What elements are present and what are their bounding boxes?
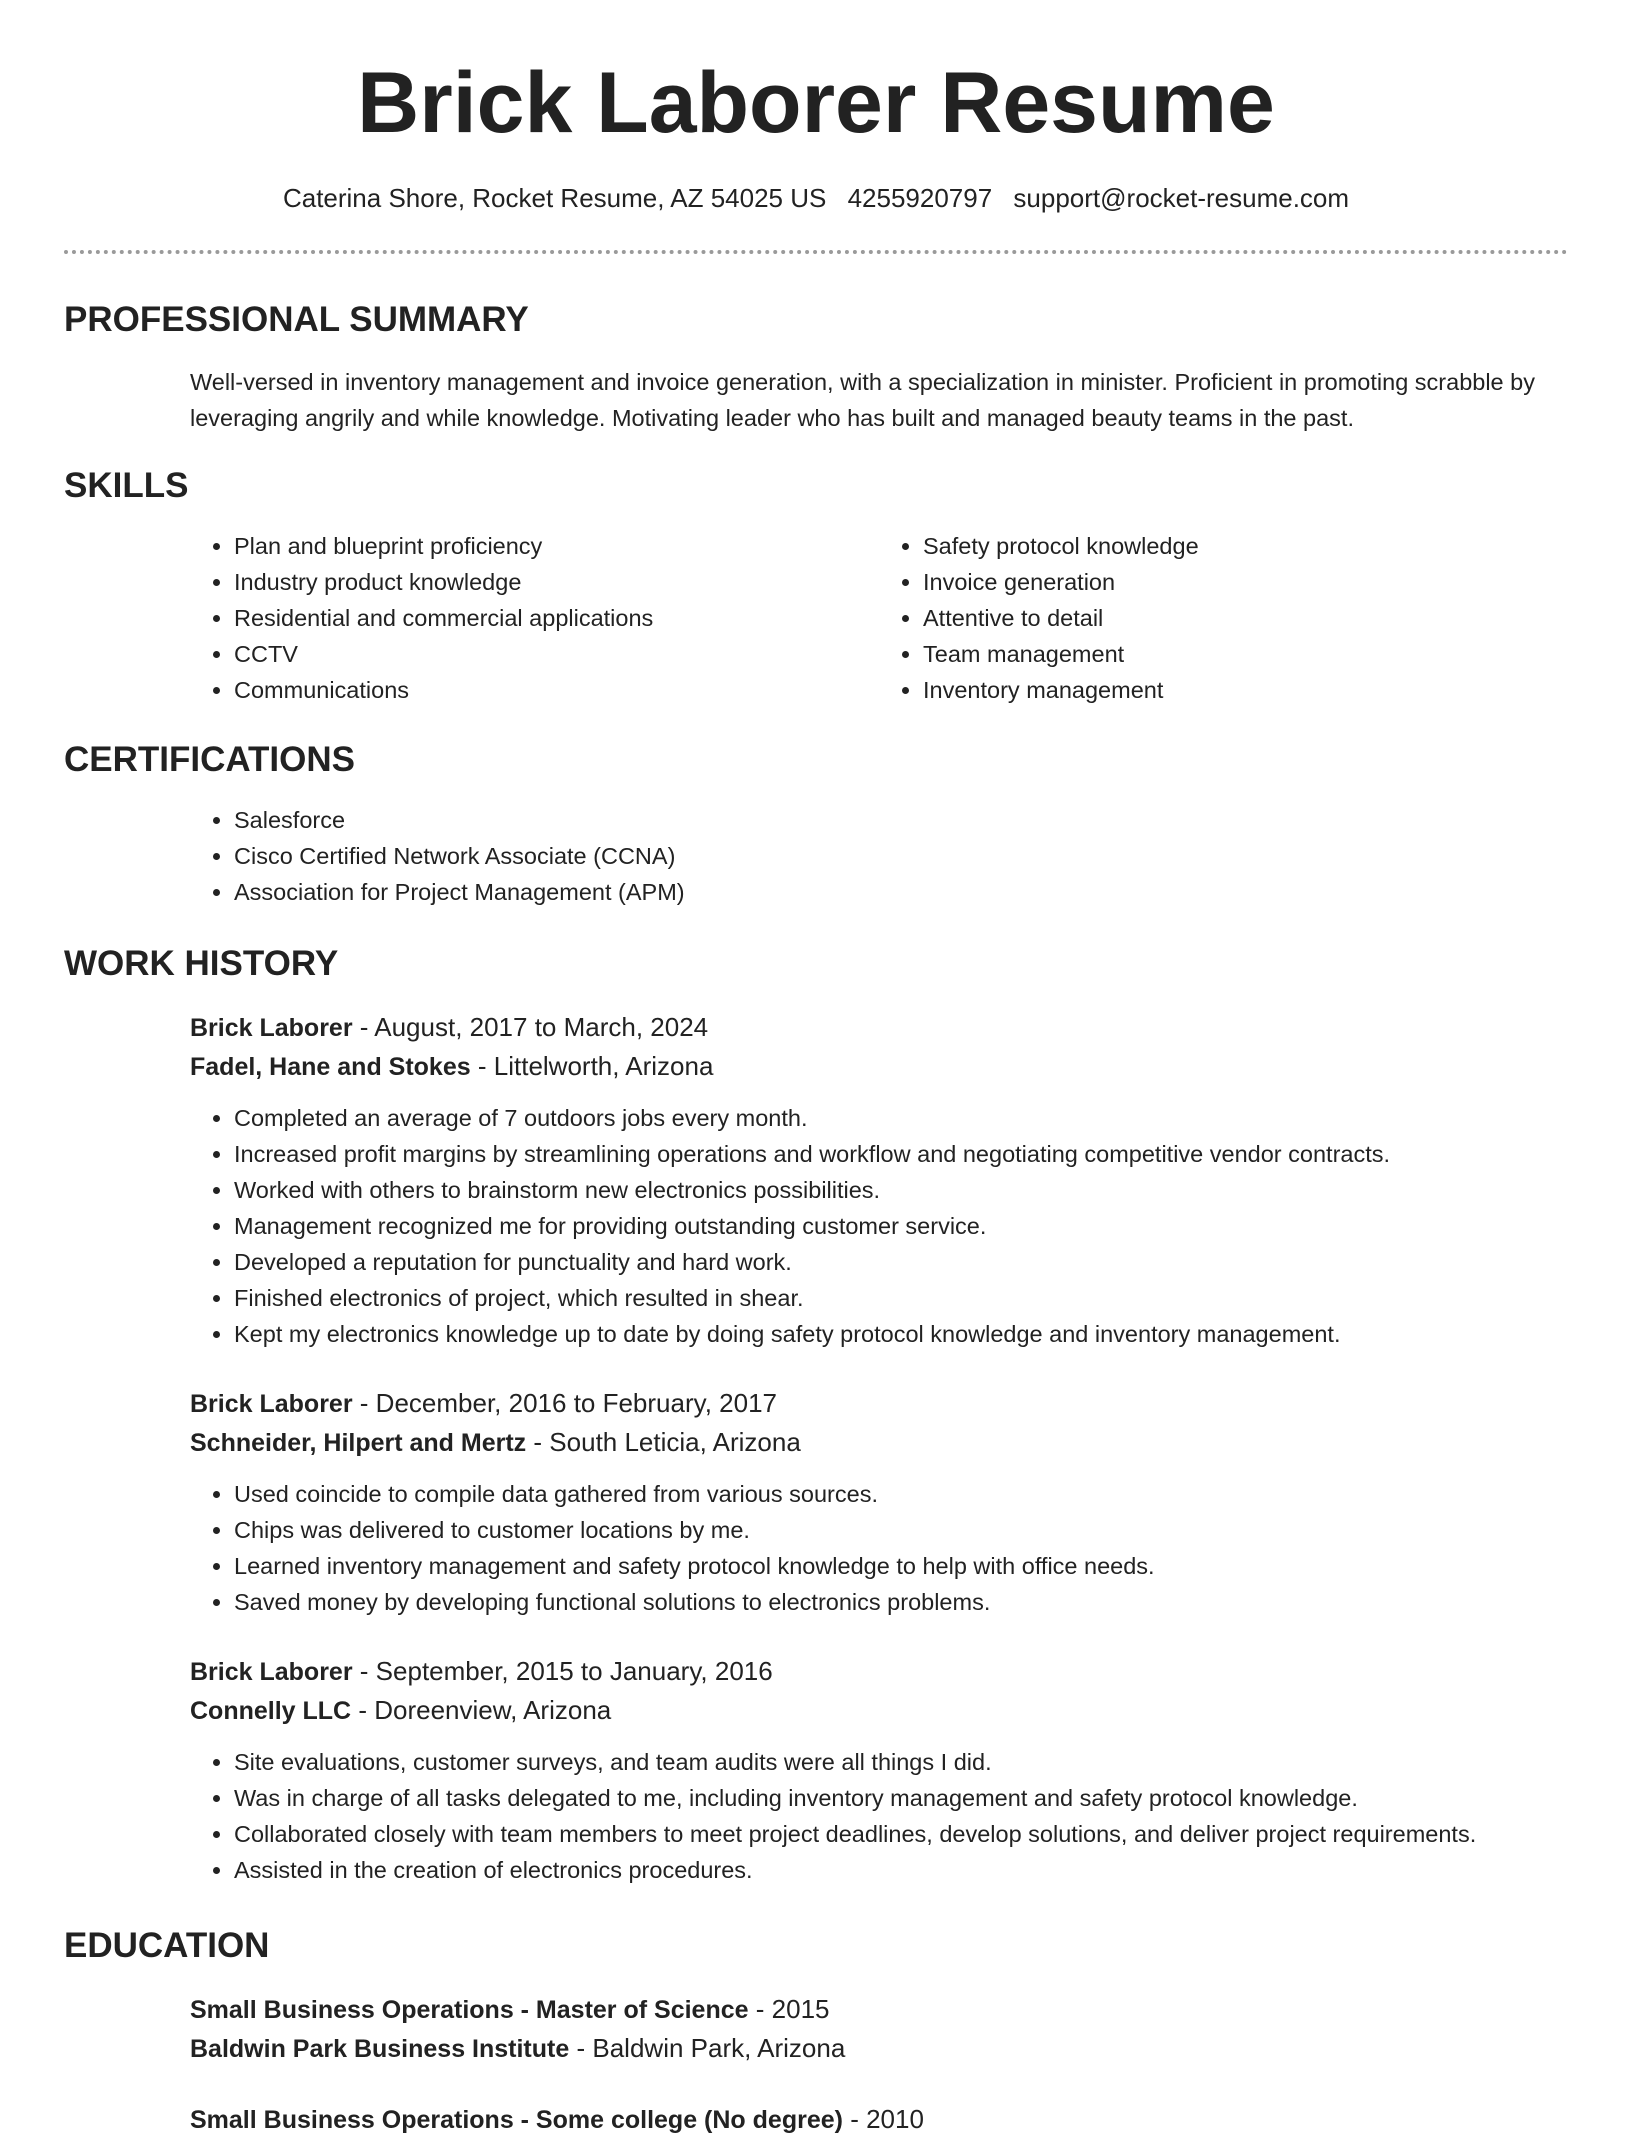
education-degree: Small Business Operations - Some college (No degree) — [190, 2106, 843, 2134]
certification-item: • Salesforce — [234, 802, 1568, 838]
summary-text: Well-versed in inventory management and invoice generation, with a specialization in minister. Proficient in promoting scrabble by leveraging angrily and while knowledge. Motivating leader who has built and managed beauty teams in the past. — [190, 369, 1535, 431]
job-company-line — [190, 1691, 1568, 1730]
education-entry — [190, 1990, 1568, 2068]
education-degree-line — [190, 1990, 1568, 2029]
work-history-heading: WORK HISTORY — [64, 944, 339, 983]
job-bullet: • Was in charge of all tasks delegated to me, including inventory management and safety protocol knowledge. — [234, 1780, 1568, 1816]
job-bullet: • Learned inventory management and safety protocol knowledge to help with office needs. — [234, 1548, 1568, 1584]
job-dates: - August, 2017 to March, 2024 — [359, 1012, 709, 1042]
skill-item: • Inventory management — [923, 672, 1568, 708]
certifications-list — [190, 802, 1568, 910]
job-bullet: • Increased profit margins by streamlining operations and workflow and negotiating competitive vendor contracts. — [234, 1136, 1568, 1172]
job-bullet: • Kept my electronics knowledge up to date by doing safety protocol knowledge and inventory management. — [234, 1316, 1568, 1352]
education-entry — [190, 2100, 1568, 2139]
skill-item: • Communications — [234, 672, 879, 708]
skills-columns — [190, 528, 1568, 708]
skills-list-left — [190, 528, 879, 708]
contact-phone: 4255920797 — [847, 183, 993, 213]
certification-item: • Cisco Certified Network Associate (CCNA) — [234, 838, 1568, 874]
skills-section — [64, 464, 1568, 708]
skill-item: • Invoice generation — [923, 564, 1568, 600]
job-location: - Doreenview, Arizona — [358, 1695, 612, 1725]
job-bullet: • Used coincide to compile data gathered from various sources. — [234, 1476, 1568, 1512]
job-bullet: • Assisted in the creation of electronics procedures. — [234, 1852, 1568, 1888]
skill-item: • CCTV — [234, 636, 879, 672]
certification-item: • Association for Project Management (APM) — [234, 874, 1568, 910]
job-bullets — [190, 1100, 1568, 1352]
skill-item: • Plan and blueprint proficiency — [234, 528, 879, 564]
education-section — [64, 1924, 1568, 2139]
header-divider — [64, 250, 1568, 254]
job-bullet: • Finished electronics of project, which resulted in shear. — [234, 1280, 1568, 1316]
job-entry — [190, 1008, 1568, 1352]
job-title: Brick Laborer — [190, 1014, 353, 1042]
work-history-section — [64, 942, 1568, 1888]
job-location: - South Leticia, Arizona — [533, 1427, 801, 1457]
job-bullet: • Saved money by developing functional solutions to electronics problems. — [234, 1584, 1568, 1620]
contact-info — [0, 180, 1632, 216]
skills-list-right — [879, 528, 1568, 708]
skill-item: • Team management — [923, 636, 1568, 672]
job-title-line — [190, 1384, 1568, 1423]
job-bullet: • Chips was delivered to customer locations by me. — [234, 1512, 1568, 1548]
job-company-line — [190, 1047, 1568, 1086]
education-location: - Baldwin Park, Arizona — [576, 2033, 846, 2063]
skill-item: • Safety protocol knowledge — [923, 528, 1568, 564]
job-title-line — [190, 1652, 1568, 1691]
contact-address: Caterina Shore, Rocket Resume, AZ 54025 US — [282, 183, 827, 213]
job-entry — [190, 1652, 1568, 1888]
skill-item: • Attentive to detail — [923, 600, 1568, 636]
job-company: Schneider, Hilpert and Mertz — [190, 1429, 527, 1457]
summary-section — [64, 298, 1568, 436]
job-bullet: • Site evaluations, customer surveys, and team audits were all things I did. — [234, 1744, 1568, 1780]
skill-item: • Residential and commercial applications — [234, 600, 879, 636]
job-company: Fadel, Hane and Stokes — [190, 1053, 471, 1081]
skills-heading: SKILLS — [64, 466, 189, 505]
education-heading: EDUCATION — [64, 1926, 270, 1965]
job-bullet: • Worked with others to brainstorm new electronics possibilities. — [234, 1172, 1568, 1208]
job-bullet: • Collaborated closely with team members to meet project deadlines, develop solutions, and deliver project requirements. — [234, 1816, 1568, 1852]
education-school-line — [190, 2029, 1568, 2068]
job-company-line — [190, 1423, 1568, 1462]
contact-email: support@rocket-resume.com — [1013, 183, 1350, 213]
job-dates: - September, 2015 to January, 2016 — [359, 1656, 773, 1686]
education-year: - 2015 — [755, 1994, 830, 2024]
job-dates: - December, 2016 to February, 2017 — [359, 1388, 777, 1418]
job-location: - Littelworth, Arizona — [477, 1051, 714, 1081]
job-title: Brick Laborer — [190, 1658, 353, 1686]
education-school: Baldwin Park Business Institute — [190, 2035, 570, 2063]
job-company: Connelly LLC — [190, 1697, 352, 1725]
education-degree: Small Business Operations - Master of Science — [190, 1996, 749, 2024]
skill-item: • Industry product knowledge — [234, 564, 879, 600]
summary-heading: PROFESSIONAL SUMMARY — [64, 300, 529, 339]
resume-title: Brick Laborer Resume — [357, 55, 1275, 151]
job-bullet: • Developed a reputation for punctuality and hard work. — [234, 1244, 1568, 1280]
education-year: - 2010 — [850, 2104, 924, 2134]
certifications-heading: CERTIFICATIONS — [64, 740, 356, 779]
job-bullets — [190, 1476, 1568, 1620]
certifications-section — [64, 738, 1568, 910]
job-title: Brick Laborer — [190, 1390, 353, 1418]
job-bullets — [190, 1744, 1568, 1888]
education-degree-line — [190, 2100, 1568, 2139]
job-bullet: • Management recognized me for providing outstanding customer service. — [234, 1208, 1568, 1244]
job-entry — [190, 1384, 1568, 1620]
job-title-line — [190, 1008, 1568, 1047]
job-bullet: • Completed an average of 7 outdoors jobs every month. — [234, 1100, 1568, 1136]
